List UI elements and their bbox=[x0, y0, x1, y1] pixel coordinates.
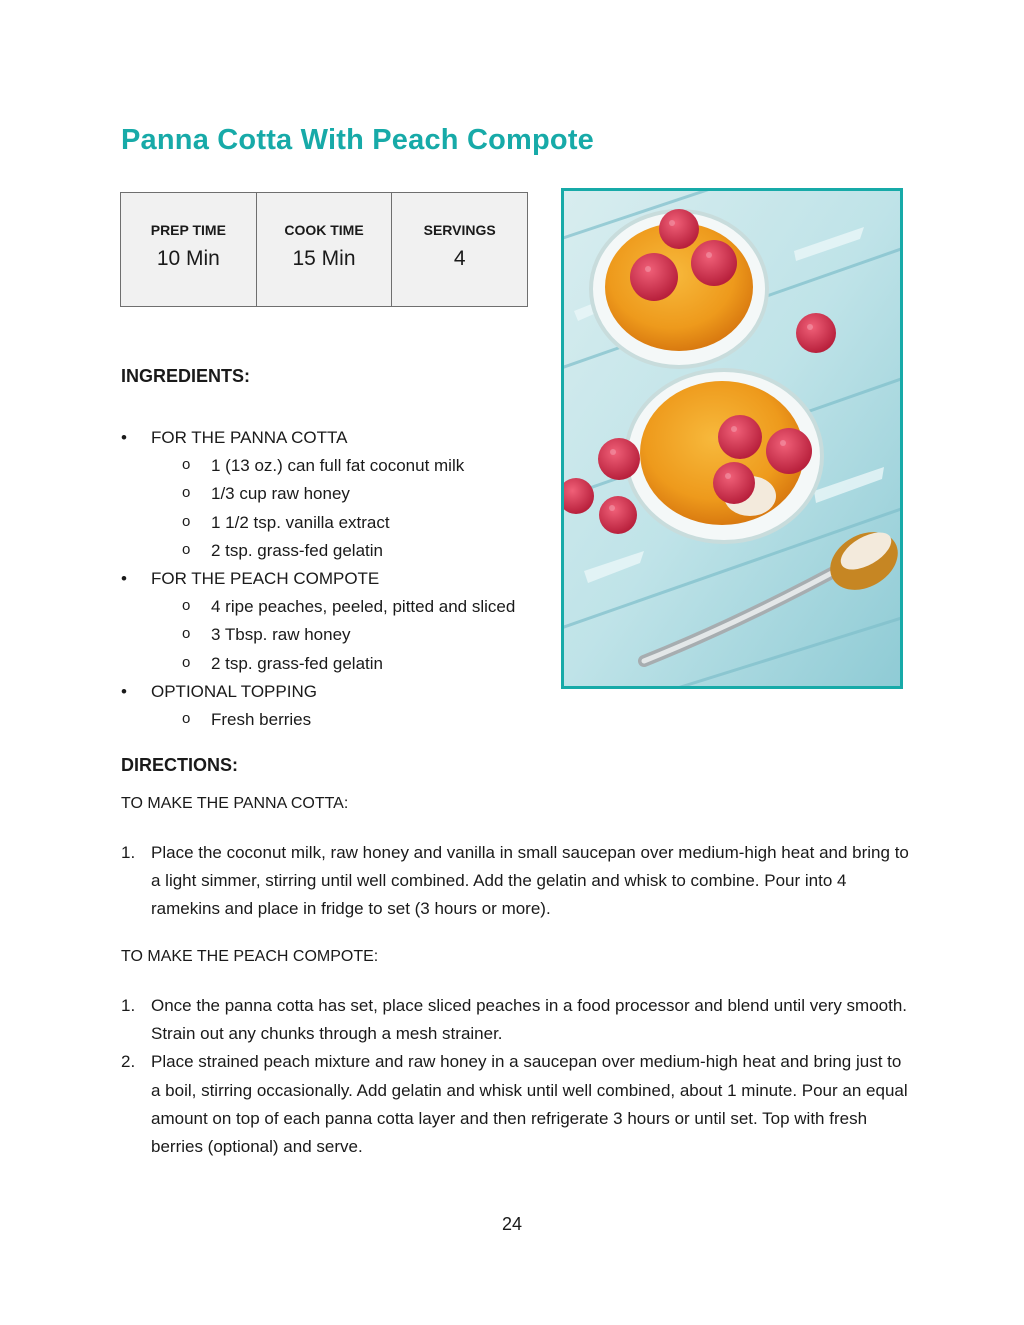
prep-time-label: PREP TIME bbox=[150, 222, 226, 238]
panna-cotta-steps bbox=[121, 839, 911, 924]
recipe-title: Panna Cotta With Peach Compote bbox=[121, 124, 595, 156]
recipe-photo bbox=[561, 188, 903, 689]
list-item: o 4 ripe peaches, peeled, pitted and sliced bbox=[121, 593, 551, 621]
peach-compote-steps bbox=[121, 992, 911, 1161]
direction-step bbox=[121, 992, 911, 1048]
direction-step bbox=[121, 1048, 911, 1161]
servings-cell bbox=[392, 193, 527, 306]
ingredient-group-peach-compote: • FOR THE PEACH COMPOTE bbox=[121, 565, 551, 593]
step-text: Place strained peach mixture and raw honey in a saucepan over medium-high heat and bring just to a boil, stirring occasionally. Add gelatin and whisk until well combined, about 1 minute. Pour an equal amount on top of each panna cotta layer and then refrigerate 3 hours or until set. Top with fresh berries (optional) and serve. bbox=[151, 1052, 908, 1157]
ingredients-heading: INGREDIENTS: bbox=[121, 366, 251, 386]
cook-time-value: 15 Min bbox=[292, 247, 356, 270]
ingredients-list bbox=[121, 424, 551, 734]
ingredient-group-optional-topping: • OPTIONAL TOPPING bbox=[121, 678, 551, 706]
ingredient-group-panna-cotta: • FOR THE PANNA COTTA bbox=[121, 424, 551, 452]
cook-time-label: COOK TIME bbox=[284, 222, 364, 238]
panna-cotta-directions-title: TO MAKE THE PANNA COTTA: bbox=[121, 795, 349, 812]
directions-heading: DIRECTIONS: bbox=[121, 755, 238, 775]
direction-step bbox=[121, 839, 911, 924]
list-item: o 1/3 cup raw honey bbox=[121, 480, 551, 508]
prep-time-value: 10 Min bbox=[156, 247, 220, 270]
page-number: 24 bbox=[501, 1214, 523, 1234]
list-item: o 2 tsp. grass-fed gelatin bbox=[121, 537, 551, 565]
list-item: o 1 (13 oz.) can full fat coconut milk bbox=[121, 452, 551, 480]
list-item: o 1 1/2 tsp. vanilla extract bbox=[121, 509, 551, 537]
recipe-info-table bbox=[120, 192, 528, 307]
peach-compote-directions-title: TO MAKE THE PEACH COMPOTE: bbox=[121, 948, 379, 965]
list-item: o Fresh berries bbox=[121, 706, 551, 734]
servings-value: 4 bbox=[453, 247, 466, 270]
step-number: 1. bbox=[121, 996, 136, 1015]
panna-cotta-photo-icon bbox=[564, 191, 900, 686]
servings-label: SERVINGS bbox=[423, 222, 496, 238]
step-number: 1. bbox=[121, 843, 136, 862]
step-text: Place the coconut milk, raw honey and vanilla in small saucepan over medium-high heat and bring to a light simmer, stirring until well combined. Add the gelatin and whisk to combine. Pour into 4 ramekins and place in fridge to set (3 hours or more). bbox=[151, 843, 909, 919]
cook-time-cell bbox=[257, 193, 393, 306]
prep-time-cell bbox=[121, 193, 257, 306]
step-text: Once the panna cotta has set, place sliced peaches in a food processor and blend until very smooth. Strain out any chunks through a mesh strainer. bbox=[151, 996, 908, 1044]
list-item: o 3 Tbsp. raw honey bbox=[121, 621, 551, 649]
list-item: o 2 tsp. grass-fed gelatin bbox=[121, 650, 551, 678]
step-number: 2. bbox=[121, 1052, 136, 1072]
